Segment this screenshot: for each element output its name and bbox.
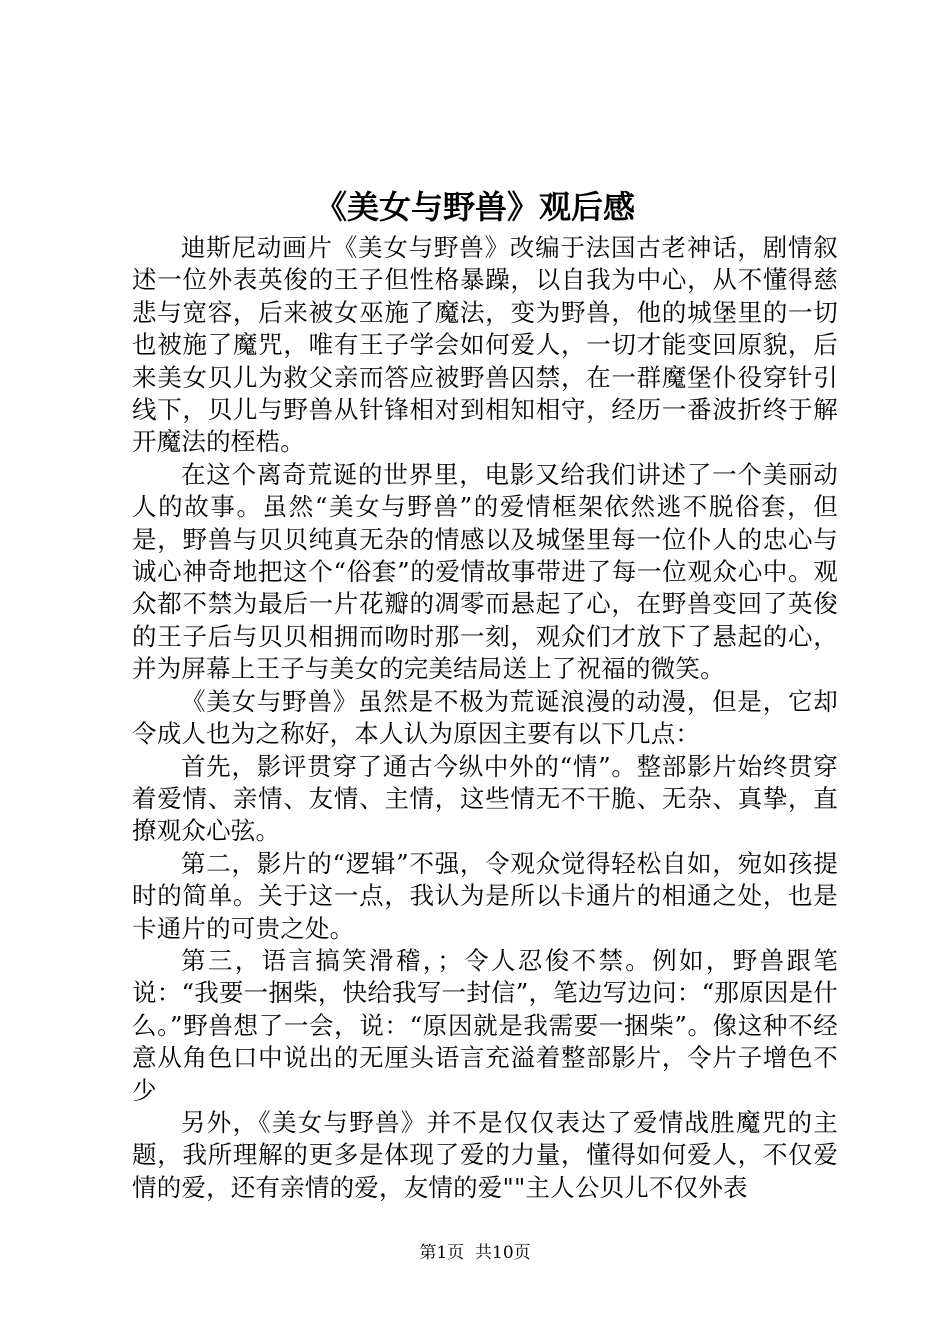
paragraph-5: 第二，影片的“逻辑”不强，令观众觉得轻松自如，宛如孩提时的简单。关于这一点，我认为是所以卡通片的相通之处，也是卡通片的可贵之处。 (132, 848, 838, 943)
document-body (132, 232, 838, 1204)
paragraph-7: 另外，《美女与野兽》并不是仅仅表达了爱情战胜魔咒的主题，我所理解的更多是体现了爱的力量，懂得如何爱人，不仅爱情的爱，还有亲情的爱，友情的爱""主人公贝儿不仅外表 (132, 1107, 838, 1202)
paragraph-3: 《美女与野兽》虽然是不极为荒诞浪漫的动漫，但是，它却令成人也为之称好，本人认为原因主要有以下几点： (132, 686, 838, 749)
page-title: 《美女与野兽》观后感 (314, 188, 635, 226)
page-footer (0, 1241, 950, 1265)
total-pages: 共10页 (475, 1243, 531, 1263)
paragraph-2: 在这个离奇荒诞的世界里，电影又给我们讲述了一个美丽动人的故事。虽然“美女与野兽”的爱情框架依然逃不脱俗套，但是，野兽与贝贝纯真无杂的情感以及城堡里每一位仆人的忠心与诚心神奇地把这个“俗套”的爱情故事带进了每一位观众心中。观众都不禁为最后一片花瓣的凋零而悬起了心，在野兽变回了英俊的王子后与贝贝相拥而吻时那一刻，观众们才放下了悬起的心，并为屏幕上王子与美女的完美结局送上了祝福的微笑。 (132, 459, 838, 684)
paragraph-6: 第三，语言搞笑滑稽，；令人忍俊不禁。例如，野兽跟笔说：“我要一捆柴，快给我写一封信”，笔边写边问：“那原因是什么。”野兽想了一会，说：“原因就是我需要一捆柴”。像这种不经意从角色口中说出的无厘头语言充溢着整部影片，令片子增色不少 (132, 945, 838, 1105)
paragraph-4: 首先，影评贯穿了通古今纵中外的“情”。整部影片始终贯穿着爱情、亲情、友情、主情，这些情无不干脆、无杂、真挚，直撩观众心弦。 (132, 751, 838, 846)
page-number: 第1页 (419, 1243, 465, 1263)
paragraph-1: 迪斯尼动画片《美女与野兽》改编于法国古老神话，剧情叙述一位外表英俊的王子但性格暴躁，以自我为中心，从不懂得慈悲与宽容，后来被女巫施了魔法，变为野兽，他的城堡里的一切也被施了魔咒，唯有王子学会如何爱人，一切才能变回原貌，后来美女贝儿为救父亲而答应被野兽囚禁，在一群魔堡仆役穿针引线下，贝儿与野兽从针锋相对到相知相守，经历一番波折终于解开魔法的桎梏。 (132, 233, 838, 457)
